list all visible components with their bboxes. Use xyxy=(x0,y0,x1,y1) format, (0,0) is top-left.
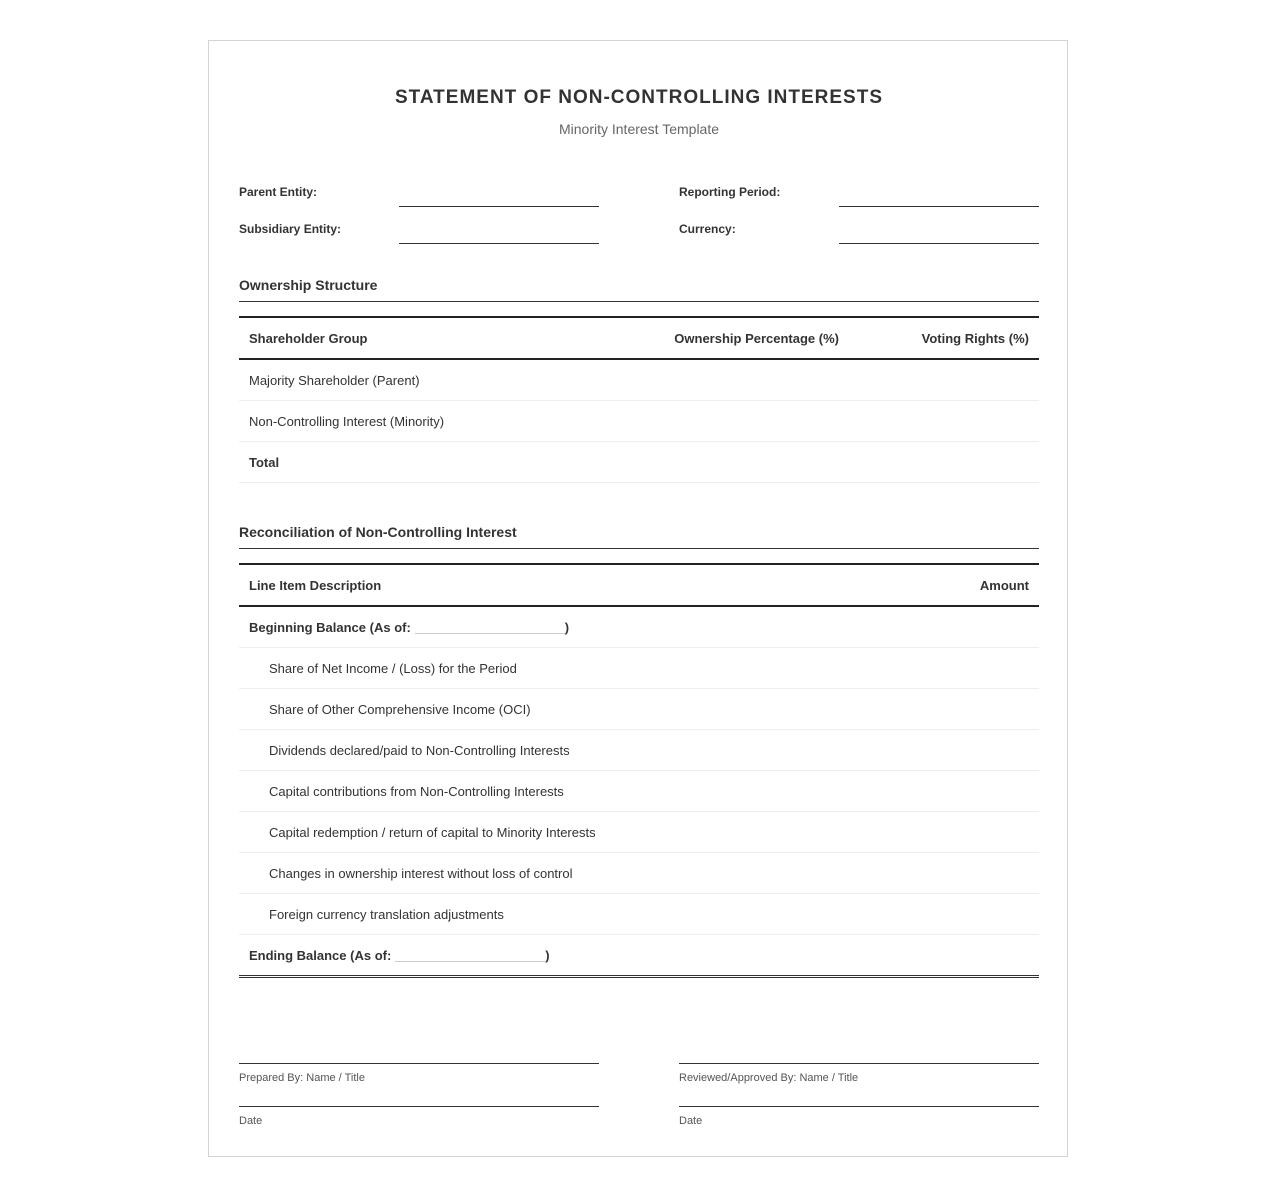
column-header: Amount xyxy=(912,564,1039,606)
amount-cell[interactable] xyxy=(912,648,1039,689)
table-row xyxy=(239,401,1039,442)
prepared-date-line[interactable] xyxy=(239,1106,599,1107)
amount-cell[interactable] xyxy=(912,935,1039,977)
table-row xyxy=(239,935,1039,977)
reconciliation-section-title: Reconciliation of Non-Controlling Interest xyxy=(239,524,1039,549)
beginning-date-field[interactable] xyxy=(415,619,565,634)
table-row xyxy=(239,359,1039,401)
line-item: Changes in ownership interest without loss of control xyxy=(239,853,912,894)
subsidiary-entity-label: Subsidiary Entity: xyxy=(239,222,342,236)
row-label: Majority Shareholder (Parent) xyxy=(239,359,604,401)
voting-rights-cell[interactable] xyxy=(849,442,1039,483)
ownership-percentage-cell[interactable] xyxy=(604,401,849,442)
table-row xyxy=(239,442,1039,483)
column-header: Voting Rights (%) xyxy=(849,317,1039,359)
amount-cell[interactable] xyxy=(912,771,1039,812)
document-title: STATEMENT OF NON-CONTROLLING INTERESTS xyxy=(395,87,883,108)
reviewed-by-label: Reviewed/Approved By: Name / Title xyxy=(679,1072,859,1084)
column-header: Line Item Description xyxy=(239,564,912,606)
amount-cell[interactable] xyxy=(912,894,1039,935)
column-header: Shareholder Group xyxy=(239,317,604,359)
document-subtitle: Minority Interest Template xyxy=(558,121,720,137)
row-label: Total xyxy=(239,442,604,483)
ownership-section-title: Ownership Structure xyxy=(239,277,1039,302)
ownership-table xyxy=(239,316,1039,483)
reporting-period-field[interactable] xyxy=(839,206,1039,207)
amount-cell[interactable] xyxy=(912,606,1039,648)
beginning-balance-text: Beginning Balance (As of: xyxy=(249,620,411,635)
row-label: Non-Controlling Interest (Minority) xyxy=(239,401,604,442)
table-row xyxy=(239,894,1039,935)
voting-rights-cell[interactable] xyxy=(849,401,1039,442)
line-item: Capital redemption / return of capital to Minority Interests xyxy=(239,812,912,853)
table-row xyxy=(239,606,1039,648)
table-row xyxy=(239,648,1039,689)
table-row xyxy=(239,812,1039,853)
prepared-by-label: Prepared By: Name / Title xyxy=(239,1072,365,1084)
table-row xyxy=(239,853,1039,894)
ending-date-field[interactable] xyxy=(395,947,545,962)
table-row xyxy=(239,771,1039,812)
close-paren: ) xyxy=(545,948,550,963)
reviewed-by-signature-line[interactable] xyxy=(679,1063,1039,1064)
close-paren: ) xyxy=(564,620,570,635)
reporting-period-label: Reporting Period: xyxy=(679,185,781,199)
line-item: Share of Net Income / (Loss) for the Period xyxy=(239,648,912,689)
amount-cell[interactable] xyxy=(912,730,1039,771)
parent-entity-field[interactable] xyxy=(399,206,599,207)
table-row xyxy=(239,689,1039,730)
amount-cell[interactable] xyxy=(912,689,1039,730)
subsidiary-entity-field[interactable] xyxy=(399,243,599,244)
ending-balance-label xyxy=(239,935,912,977)
currency-label: Currency: xyxy=(679,222,736,236)
ownership-percentage-cell[interactable] xyxy=(604,442,849,483)
document-page xyxy=(208,40,1068,1157)
reviewed-date-line[interactable] xyxy=(679,1106,1039,1107)
amount-cell[interactable] xyxy=(912,853,1039,894)
table-header-row xyxy=(239,317,1039,359)
ending-balance-text: Ending Balance (As of: xyxy=(249,948,392,963)
line-item: Foreign currency translation adjustments xyxy=(239,894,912,935)
reviewed-date-label: Date xyxy=(679,1115,703,1127)
prepared-by-signature-line[interactable] xyxy=(239,1063,599,1064)
line-item: Dividends declared/paid to Non-Controlling Interests xyxy=(239,730,912,771)
beginning-balance-label xyxy=(239,606,912,648)
currency-field[interactable] xyxy=(839,243,1039,244)
table-header-row xyxy=(239,564,1039,606)
line-item: Capital contributions from Non-Controlling Interests xyxy=(239,771,912,812)
reconciliation-table xyxy=(239,563,1039,978)
amount-cell[interactable] xyxy=(912,812,1039,853)
column-header: Ownership Percentage (%) xyxy=(604,317,849,359)
line-item: Share of Other Comprehensive Income (OCI) xyxy=(239,689,912,730)
prepared-date-label: Date xyxy=(239,1115,263,1127)
parent-entity-label: Parent Entity: xyxy=(239,185,318,199)
voting-rights-cell[interactable] xyxy=(849,359,1039,401)
ownership-percentage-cell[interactable] xyxy=(604,359,849,401)
table-row xyxy=(239,730,1039,771)
